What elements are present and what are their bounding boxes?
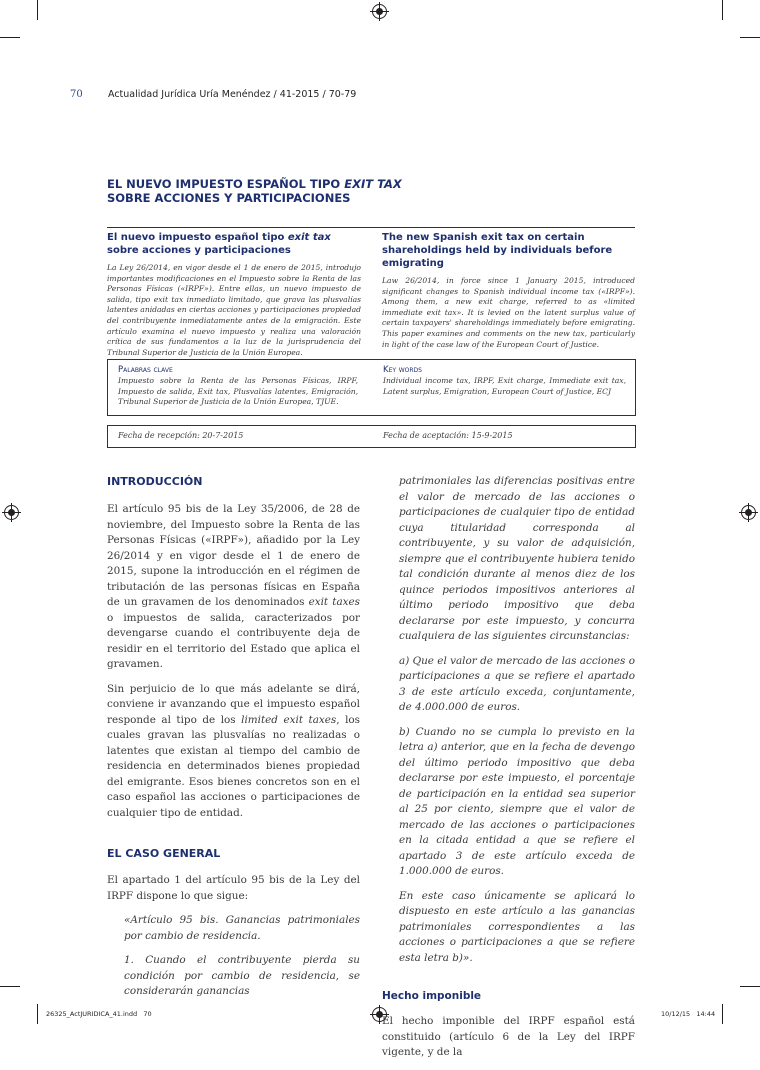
abstract-en-title: The new Spanish exit tax on certain shareholdings held by individuals before emigrating [382, 232, 613, 269]
intro-p2-a: Sin perjuicio de lo que más adelante se dirá, conviene ir avanzando que el impuesto español responde al tipo de los [107, 682, 360, 726]
registration-mark-left-icon [4, 505, 19, 520]
crop-mark-bl-h [0, 986, 20, 987]
abstract-es-text: La Ley 26/2014, en vigor desde el 1 de enero de 2015, introdujo importantes modificaciones en el Impuesto sobre la Renta de las Personas Físicas («IRPF»). Entre ellas, un nuevo impuesto de salida, tipo exit tax inmediato limitado, que grava las plusvalías latentes anidadas en ciertas acciones y participaciones propiedad del contribuyente inmediatamente antes de la emigración. Este artículo examina el nuevo impuesto y realiza una valoración crítica de sus fundamentos a la luz de la jurisprudencia del Tribunal Superior de Justicia de la Unión Europea. [107, 263, 361, 357]
keywords-es [118, 365, 358, 408]
section-heading-caso-general: EL CASO GENERAL [107, 847, 221, 860]
general-paragraph-1: El apartado 1 del artículo 95 bis de la Ley del IRPF dispone lo que sigue: [107, 874, 360, 902]
intro-text [107, 502, 360, 821]
body-right-column [382, 474, 635, 1070]
intro-p1-a: El artículo 95 bis de la Ley 35/2006, de 28 de noviembre, del Impuesto sobre la Renta de las Personas Físicas («IRPF»), añadido por la Ley 26/2014 y en vigor desde el 1 de enero de 2015, supone la introducción en el régimen de tributación de las personas físicas en España de un gravamen de los denominados [107, 503, 360, 608]
keywords-en [383, 365, 626, 397]
abstract-es-title-suffix: sobre acciones y participaciones [107, 245, 291, 256]
right-quote-4: En este caso únicamente se aplicará lo dispuesto en este artículo a las ganancias patrimoniales correspondientes a las acciones o participaciones a que se refiere esta letra b)». [399, 889, 635, 964]
general-quote-2: 1. Cuando el contribuyente pierda su condición por cambio de residencia, se considerarán ganancias [124, 954, 360, 997]
abstract-en [382, 231, 635, 350]
footer-file-name: 26325_ActJURIDICA_41.indd 70 [46, 1010, 152, 1018]
title-line2: SOBRE ACCIONES Y PARTICIPACIONES [107, 191, 351, 205]
title-line1-italic: EXIT TAX [344, 177, 402, 191]
crop-mark-tr-v [722, 0, 723, 20]
dates-box [107, 425, 636, 448]
intro-p1-italic: exit taxes [308, 596, 360, 608]
page-number: 70 [70, 89, 83, 100]
intro-paragraph-1 [107, 502, 360, 673]
running-header: Actualidad Jurídica Uría Menéndez / 41-2015 / 70-79 [108, 89, 357, 100]
crop-mark-tl-h [0, 37, 20, 38]
title-line1-prefix: EL NUEVO IMPUESTO ESPAÑOL TIPO [107, 177, 345, 191]
title-rule [107, 227, 635, 228]
crop-mark-tr-h [740, 37, 760, 38]
keywords-box [107, 359, 636, 416]
section-heading-introduccion: INTRODUCCIÓN [107, 475, 203, 488]
abstract-es-title-prefix: El nuevo impuesto español tipo [107, 232, 288, 243]
crop-mark-bl-v [37, 1004, 38, 1024]
abstract-es-title-italic: exit tax [287, 232, 331, 243]
crop-mark-tl-v [37, 0, 38, 20]
abstract-en-text: Law 26/2014, in force since 1 January 2015, introduced significant changes to Spanish individual income tax («IRPF»). Among them, a new exit charge, referred to as «limited immediate exit tax». It is levied on the latent surplus value of certain taxpayers' shareholdings immediately before emigrating. This paper examines and comments on the new tax, particularly in light of the case law of the European Court of Justice. [382, 276, 635, 349]
keywords-en-label: Key words [383, 365, 422, 375]
keywords-es-text: Impuesto sobre la Renta de las Personas Físicas, IRPF, Impuesto de salida, Exit tax, Plusvalías latentes, Emigración, Tribunal Superior de Justicia de la Unión Europea, TJUE. [118, 376, 358, 407]
body-left-column [107, 475, 360, 1009]
right-quote-2: a) Que el valor de mercado de las acciones o participaciones a que se refiere el apartado 3 de este artículo exceda, conjuntamente, de 4.000.000 de euros. [399, 654, 635, 713]
footer-timestamp: 10/12/15 14:44 [661, 1010, 716, 1018]
right-quote-1: patrimoniales las diferencias positivas entre el valor de mercado de las acciones o participaciones de cualquier tipo de entidad cuya titularidad corresponda al contribuyente, y su valor de adquisición, siempre que el contribuyente hubiera tenido tal condición durante al menos diez de los quince periodos impositivos anteriores al último periodo impositivo que deba declararse por este impuesto, y concurra cualquiera de las siguientes circunstancias: [399, 475, 635, 642]
general-text [107, 873, 360, 1000]
registration-mark-right-icon [741, 505, 756, 520]
date-accepted: Fecha de aceptación: 15-9-2015 [383, 431, 513, 440]
registration-mark-top-icon [372, 4, 387, 19]
subheading-hecho-imponible: Hecho imponible [382, 990, 482, 1002]
crop-mark-br-h [740, 986, 760, 987]
intro-p2-italic: limited exit taxes [241, 713, 337, 726]
hecho-text [382, 1014, 635, 1061]
intro-p2-b: , los cuales gravan las plusvalías no realizadas o latentes que existan al tiempo del cambio de residencia en determinados bienes propiedad del emigrante. Esos bienes concretos son en el caso español las acciones o participaciones de cualquier tipo de entidad. [107, 713, 360, 819]
general-quote-1: «Artículo 95 bis. Ganancias patrimoniales por cambio de residencia. [124, 914, 360, 942]
article-title [107, 177, 527, 205]
keywords-es-label: Palabras clave [118, 365, 173, 375]
keywords-en-text: Individual income tax, IRPF, Exit charge, Immediate exit tax, Latent surplus, Emigration, European Court of Justice, ECJ [383, 376, 626, 396]
abstract-es-title [107, 231, 361, 257]
hecho-paragraph-1: El hecho imponible del IRPF español está constituido (artículo 6 de la Ley del IRPF vigente, y de la [382, 1015, 635, 1058]
intro-p1-b: o impuestos de salida, caracterizados por devengarse cuando el contribuyente deja de residir en el territorio del Estado que aplica el gravamen. [107, 611, 360, 670]
crop-mark-br-v [722, 1004, 723, 1024]
intro-paragraph-2 [107, 682, 360, 822]
right-quote-text [382, 474, 635, 966]
abstract-es [107, 231, 361, 358]
right-quote-3: b) Cuando no se cumpla lo previsto en la letra a) anterior, que en la fecha de devengo del último periodo impositivo que deba declararse por este impuesto, el porcentaje de participación en la entidad sea superior al 25 por ciento, siempre que el valor de mercado de las acciones o participaciones en la citada entidad a que se refiere el apartado 3 de este artículo exceda de 1.000.000 de euros. [399, 725, 635, 877]
date-received: Fecha de recepción: 20-7-2015 [118, 431, 244, 440]
